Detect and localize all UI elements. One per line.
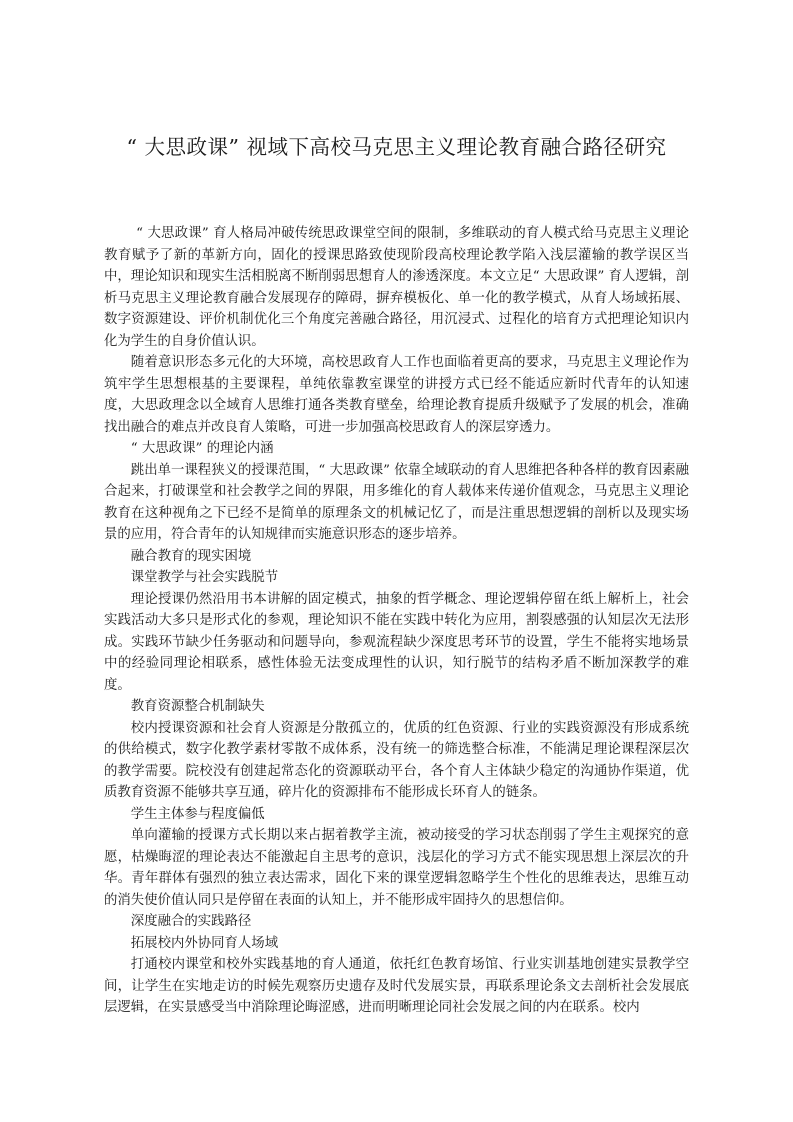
section-heading: 课堂教学与社会实践脱节 xyxy=(130,570,279,585)
body-paragraph: 校内授课资源和社会育人资源是分散孤立的，优质的红色资源、行业的实践资源没有形成系统的供给模式，数字化教学素材零散不成体系，没有统一的筛选整合标准，不能满足理论课程深层次的教学需要。院校没有创建起常态化的资源联动平台，各个育人主体缺少稳定的沟通协作渠道，优质教育资源不能够共享互通，碎片化的资源排布不能形成长环育人的链条。 xyxy=(104,720,689,800)
section-heading: 深度融合的实践路径 xyxy=(130,914,252,929)
document-body xyxy=(104,223,689,1019)
body-paragraph: “ 大思政课” 育人格局冲破传统思政课堂空间的限制，多维联动的育人模式给马克思主义理论教育赋予了新的革新方向，固化的授课思路致使现阶段高校理论教学陷入浅层灌输的教学误区当中，理论知识和现实生活相脱离不断削弱思想育人的渗透深度。本文立足“ 大思政课” 育人逻辑，剖析马克思主义理论教育融合发展现存的障碍，摒弃模板化、单一化的教学模式，从育人场域拓展、数字资源建设、评价机制优化三个角度完善融合路径，用沉浸式、过程化的培育方式把理论知识内化为学生的自身价值认识。 xyxy=(104,226,689,349)
body-paragraph: 理论授课仍然沿用书本讲解的固定模式，抽象的哲学概念、理论逻辑停留在纸上解析上，社会实践活动大多只是形式化的参观，理论知识不能在实践中转化为应用，割裂感强的认知层次无法形成。实践环节缺少任务驱动和问题导向，参观流程缺少深度思考环节的设置，学生不能将实地场景中的经验同理论相联系，感性体验无法变成理性的认识，知行脱节的结构矛盾不断加深教学的难度。 xyxy=(104,591,689,693)
body-paragraph: 跳出单一课程狭义的授课范围，“ 大思政课” 依靠全域联动的育人思维把各种各样的教育因素融合起来，打破课堂和社会教学之间的界限，用多维化的育人载体来传递价值观念，马克思主义理论教育在这种视角之下已经不是简单的原理条文的机械记忆了，而是注重思想逻辑的剖析以及现实场景的应用，符合青年的认知规律而实施意识形态的逐步培养。 xyxy=(104,462,689,542)
section-heading: 学生主体参与程度偏低 xyxy=(130,806,265,822)
body-paragraph: 单向灌输的授课方式长期以来占据着教学主流，被动接受的学习状态削弱了学生主观探究的意愿，枯燥晦涩的理论表达不能激起自主思考的意识，浅层化的学习方式不能实现思想上深层次的升华。青年群体有强烈的独立表达需求，固化下来的课堂逻辑忽略学生个性化的思维表达，思维互动的消失使价值认同只是停留在表面的认知上，并不能形成牢固持久的思想信仰。 xyxy=(104,828,689,908)
body-paragraph: 随着意识形态多元化的大环境，高校思政育人工作也面临着更高的要求，马克思主义理论作为筑牢学生思想根基的主要课程，单纯依靠教室课堂的讲授方式已经不能适应新时代青年的认知速度，大思政理念以全域育人思维打通各类教育壁垒，给理论教育提质升级赋予了发展的机会，准确找出融合的难点并改良育人策略，可进一步加强高校思政育人的深层穿透力。 xyxy=(104,355,689,435)
section-heading: “ 大思政课” 的理论内涵 xyxy=(130,441,274,456)
document-title: “ 大思政课” 视域下高校马克思主义理论教育融合路径研究 xyxy=(126,135,667,159)
section-heading: 拓展校内外协同育人场域 xyxy=(130,935,279,951)
body-paragraph: 打通校内课堂和校外实践基地的育人通道，依托红色教育场馆、行业实训基地创建实景教学空间，让学生在实地走访的时候先观察历史遗存及时代发展实景，再联系理论条文去剖析社会发展底层逻辑，在实景感受当中消除理论晦涩感，进而明晰理论同社会发展之间的内在联系。校内 xyxy=(104,957,689,1015)
section-heading: 融合教育的现实困境 xyxy=(130,548,252,564)
section-heading: 教育资源整合机制缺失 xyxy=(130,699,265,714)
